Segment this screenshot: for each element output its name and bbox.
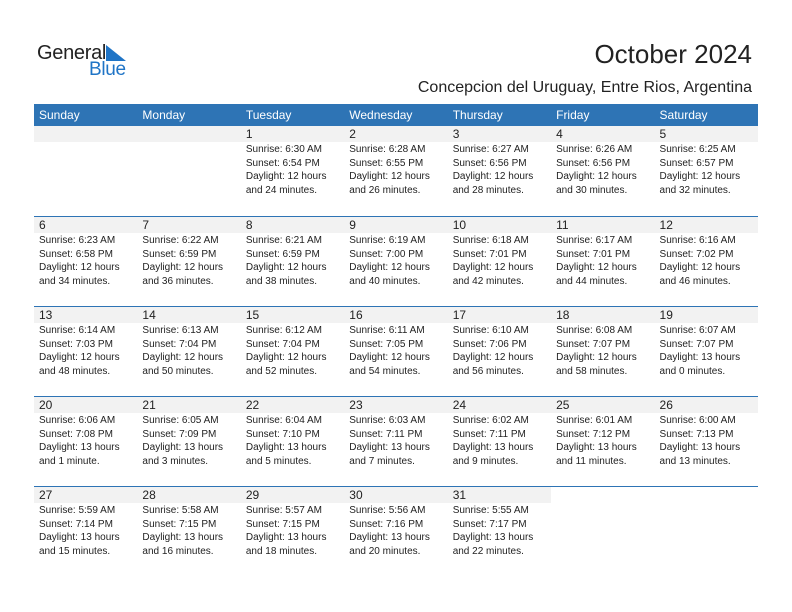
day-cell — [137, 486, 240, 576]
daylight-hours-text: Daylight: 13 hours — [659, 352, 741, 364]
sunrise-text: Sunrise: 6:21 AM — [245, 235, 322, 246]
day-cell — [551, 216, 654, 306]
day-number: 16 — [344, 307, 447, 323]
daylight-hours-text: Daylight: 12 hours — [245, 352, 327, 364]
day-number: 4 — [551, 126, 654, 142]
sunrise-text: Sunrise: 6:07 AM — [659, 325, 736, 336]
calendar-grid — [34, 104, 758, 576]
sunset-text: Sunset: 7:11 PM — [349, 428, 423, 440]
sunset-text: Sunset: 7:15 PM — [142, 518, 217, 530]
day-number — [34, 126, 137, 142]
day-number — [655, 487, 758, 503]
daylight-minutes-text: and 1 minute. — [39, 455, 100, 467]
daylight-minutes-text: and 7 minutes. — [349, 455, 415, 467]
day-number: 11 — [551, 217, 654, 233]
sunset-text: Sunset: 7:15 PM — [245, 518, 320, 530]
day-cell — [448, 126, 551, 216]
sunrise-text: Sunrise: 6:02 AM — [452, 415, 529, 426]
day-number: 29 — [241, 487, 344, 503]
day-cell — [241, 126, 344, 216]
daylight-minutes-text: and 34 minutes. — [39, 275, 111, 287]
daylight-minutes-text: and 11 minutes. — [556, 455, 627, 467]
sunrise-text: Sunrise: 6:26 AM — [556, 144, 633, 155]
day-cell — [137, 396, 240, 486]
day-sun-info — [448, 324, 551, 378]
sunset-text: Sunset: 6:54 PM — [245, 157, 320, 169]
day-number: 24 — [448, 397, 551, 413]
daylight-hours-text: Daylight: 12 hours — [142, 262, 224, 274]
sunrise-text: Sunrise: 6:06 AM — [39, 415, 116, 426]
sunset-text: Sunset: 7:02 PM — [659, 248, 734, 260]
day-number: 17 — [448, 307, 551, 323]
sunrise-text: Sunrise: 6:03 AM — [349, 415, 426, 426]
sunset-text: Sunset: 6:55 PM — [349, 157, 424, 169]
day-number: 10 — [448, 217, 551, 233]
daylight-hours-text: Daylight: 13 hours — [142, 532, 224, 544]
day-cell — [34, 306, 137, 396]
daylight-minutes-text: and 48 minutes. — [39, 365, 111, 377]
daylight-minutes-text: and 58 minutes. — [556, 365, 628, 377]
calendar-week-row — [34, 216, 758, 306]
daylight-hours-text: Daylight: 12 hours — [556, 262, 637, 274]
sunrise-text: Sunrise: 6:22 AM — [142, 235, 219, 246]
sunset-text: Sunset: 7:11 PM — [452, 428, 526, 440]
day-number: 28 — [137, 487, 240, 503]
day-number: 5 — [655, 126, 758, 142]
daylight-hours-text: Daylight: 13 hours — [659, 442, 741, 454]
sunrise-text: Sunrise: 6:17 AM — [556, 235, 633, 246]
day-sun-info — [551, 414, 654, 468]
daylight-minutes-text: and 42 minutes. — [452, 275, 524, 287]
day-number — [551, 487, 654, 503]
sunset-text: Sunset: 7:14 PM — [39, 518, 113, 530]
sunset-text: Sunset: 7:07 PM — [659, 338, 734, 350]
sunset-text: Sunset: 7:00 PM — [349, 248, 424, 260]
day-number: 30 — [344, 487, 447, 503]
day-cell — [344, 486, 447, 576]
sunset-text: Sunset: 7:13 PM — [659, 428, 734, 440]
sunset-text: Sunset: 7:01 PM — [452, 248, 527, 260]
day-number: 23 — [344, 397, 447, 413]
daylight-hours-text: Daylight: 12 hours — [556, 171, 637, 183]
day-sun-info — [551, 143, 654, 197]
day-sun-info — [655, 143, 758, 197]
sunset-text: Sunset: 7:06 PM — [452, 338, 527, 350]
day-sun-info — [241, 234, 344, 288]
day-sun-info — [137, 414, 240, 468]
day-cell — [34, 396, 137, 486]
sunrise-text: Sunrise: 6:16 AM — [659, 235, 736, 246]
daylight-hours-text: Daylight: 13 hours — [245, 442, 327, 454]
sunrise-text: Sunrise: 6:08 AM — [556, 325, 633, 336]
sunrise-text: Sunrise: 6:18 AM — [452, 235, 529, 246]
day-sun-info — [448, 143, 551, 197]
daylight-minutes-text: and 5 minutes. — [245, 455, 312, 467]
day-number: 13 — [34, 307, 137, 323]
day-sun-info — [551, 234, 654, 288]
day-number: 9 — [344, 217, 447, 233]
daylight-hours-text: Daylight: 12 hours — [659, 262, 741, 274]
day-sun-info — [241, 504, 344, 558]
sunset-text: Sunset: 6:57 PM — [659, 157, 734, 169]
daylight-minutes-text: and 26 minutes. — [349, 184, 421, 196]
sunrise-text: Sunrise: 6:10 AM — [452, 325, 529, 336]
daylight-minutes-text: and 20 minutes. — [349, 545, 421, 557]
day-number: 2 — [344, 126, 447, 142]
day-cell — [344, 126, 447, 216]
daylight-minutes-text: and 16 minutes. — [142, 545, 214, 557]
sunrise-text: Sunrise: 6:05 AM — [142, 415, 219, 426]
day-cell — [655, 126, 758, 216]
sunrise-text: Sunrise: 5:56 AM — [349, 505, 426, 516]
day-sun-info — [34, 414, 137, 468]
calendar-week-row — [34, 486, 758, 576]
day-sun-info — [448, 414, 551, 468]
day-sun-info — [137, 324, 240, 378]
day-sun-info — [344, 234, 447, 288]
day-sun-info — [241, 324, 344, 378]
day-sun-info — [344, 324, 447, 378]
daylight-hours-text: Daylight: 13 hours — [39, 442, 120, 454]
calendar-week-row — [34, 306, 758, 396]
sunrise-text: Sunrise: 6:25 AM — [659, 144, 736, 155]
daylight-minutes-text: and 24 minutes. — [245, 184, 318, 196]
day-cell — [137, 216, 240, 306]
day-number: 15 — [241, 307, 344, 323]
daylight-hours-text: Daylight: 12 hours — [659, 171, 741, 183]
weekday-wednesday: Wednesday — [349, 108, 413, 122]
daylight-minutes-text: and 54 minutes. — [349, 365, 421, 377]
sunset-text: Sunset: 7:04 PM — [245, 338, 320, 350]
day-number: 31 — [448, 487, 551, 503]
sunrise-text: Sunrise: 6:30 AM — [245, 144, 322, 155]
daylight-minutes-text: and 52 minutes. — [245, 365, 318, 377]
day-sun-info — [448, 234, 551, 288]
sunset-text: Sunset: 7:17 PM — [452, 518, 527, 530]
sunrise-text: Sunrise: 6:27 AM — [452, 144, 529, 155]
weekday-header — [34, 104, 758, 126]
daylight-hours-text: Daylight: 12 hours — [349, 352, 430, 364]
weekday-tuesday: Tuesday — [245, 108, 292, 122]
day-number: 1 — [241, 126, 344, 142]
day-cell — [551, 396, 654, 486]
daylight-hours-text: Daylight: 13 hours — [556, 442, 637, 454]
sunset-text: Sunset: 7:08 PM — [39, 428, 113, 440]
day-number: 26 — [655, 397, 758, 413]
daylight-hours-text: Daylight: 12 hours — [39, 262, 120, 274]
empty-day-cell — [137, 126, 240, 216]
day-number: 22 — [241, 397, 344, 413]
daylight-minutes-text: and 44 minutes. — [556, 275, 628, 287]
daylight-hours-text: Daylight: 12 hours — [349, 171, 430, 183]
day-sun-info — [655, 414, 758, 468]
day-sun-info — [448, 504, 551, 558]
day-sun-info — [241, 414, 344, 468]
daylight-hours-text: Daylight: 12 hours — [452, 171, 534, 183]
day-sun-info — [344, 414, 447, 468]
daylight-hours-text: Daylight: 12 hours — [349, 262, 430, 274]
sunrise-text: Sunrise: 6:19 AM — [349, 235, 426, 246]
daylight-hours-text: Daylight: 13 hours — [245, 532, 327, 544]
daylight-hours-text: Daylight: 12 hours — [39, 352, 120, 364]
day-cell — [241, 216, 344, 306]
sunrise-text: Sunrise: 6:11 AM — [349, 325, 425, 336]
daylight-hours-text: Daylight: 12 hours — [452, 262, 534, 274]
logo-general-text: General — [37, 42, 107, 64]
day-sun-info — [551, 324, 654, 378]
day-cell — [655, 306, 758, 396]
day-number: 14 — [137, 307, 240, 323]
sunrise-text: Sunrise: 6:04 AM — [245, 415, 322, 426]
day-cell — [344, 216, 447, 306]
day-number: 20 — [34, 397, 137, 413]
daylight-minutes-text: and 28 minutes. — [452, 184, 524, 196]
daylight-minutes-text: and 30 minutes. — [556, 184, 628, 196]
page-title: October 2024 — [594, 39, 752, 69]
calendar-week-row — [34, 396, 758, 486]
sunset-text: Sunset: 7:03 PM — [39, 338, 113, 350]
day-number: 8 — [241, 217, 344, 233]
day-number: 21 — [137, 397, 240, 413]
calendar-week-row — [34, 126, 758, 216]
day-cell — [241, 486, 344, 576]
day-cell — [655, 216, 758, 306]
sunrise-text: Sunrise: 5:59 AM — [39, 505, 116, 516]
sunset-text: Sunset: 7:10 PM — [245, 428, 320, 440]
sunset-text: Sunset: 6:56 PM — [556, 157, 631, 169]
empty-day-cell — [34, 126, 137, 216]
day-cell — [655, 396, 758, 486]
day-number: 12 — [655, 217, 758, 233]
daylight-minutes-text: and 13 minutes. — [659, 455, 731, 467]
weekday-friday: Friday — [556, 108, 590, 122]
daylight-hours-text: Daylight: 13 hours — [452, 532, 534, 544]
daylight-hours-text: Daylight: 13 hours — [452, 442, 534, 454]
day-cell — [344, 396, 447, 486]
day-cell — [551, 126, 654, 216]
day-cell — [34, 216, 137, 306]
day-cell — [241, 306, 344, 396]
weekday-monday: Monday — [142, 108, 186, 122]
logo-blue-text: Blue — [89, 59, 126, 80]
day-number: 3 — [448, 126, 551, 142]
sunrise-text: Sunrise: 6:13 AM — [142, 325, 219, 336]
daylight-hours-text: Daylight: 12 hours — [245, 262, 327, 274]
sunset-text: Sunset: 6:59 PM — [245, 248, 320, 260]
day-number: 25 — [551, 397, 654, 413]
day-number — [137, 126, 240, 142]
daylight-hours-text: Daylight: 13 hours — [142, 442, 224, 454]
day-sun-info — [34, 504, 137, 558]
sunrise-text: Sunrise: 6:12 AM — [245, 325, 322, 336]
sunrise-text: Sunrise: 6:28 AM — [349, 144, 426, 155]
daylight-hours-text: Daylight: 12 hours — [452, 352, 534, 364]
sunset-text: Sunset: 7:09 PM — [142, 428, 217, 440]
calendar-weeks — [34, 126, 758, 576]
day-cell — [448, 486, 551, 576]
logo — [37, 42, 137, 82]
day-number: 27 — [34, 487, 137, 503]
sunset-text: Sunset: 7:12 PM — [556, 428, 631, 440]
day-number: 19 — [655, 307, 758, 323]
day-sun-info — [34, 324, 137, 378]
day-sun-info — [34, 234, 137, 288]
day-sun-info — [344, 504, 447, 558]
weekday-thursday: Thursday — [452, 108, 503, 122]
location-subtitle: Concepcion del Uruguay, Entre Rios, Argentina — [417, 79, 752, 96]
sunset-text: Sunset: 6:58 PM — [39, 248, 113, 260]
daylight-minutes-text: and 18 minutes. — [245, 545, 318, 557]
daylight-minutes-text: and 50 minutes. — [142, 365, 214, 377]
day-cell — [448, 306, 551, 396]
day-cell — [241, 396, 344, 486]
daylight-minutes-text: and 15 minutes. — [39, 545, 111, 557]
sunset-text: Sunset: 7:04 PM — [142, 338, 217, 350]
sunrise-text: Sunrise: 5:57 AM — [245, 505, 322, 516]
sunset-text: Sunset: 6:59 PM — [142, 248, 217, 260]
day-cell — [551, 306, 654, 396]
sunrise-text: Sunrise: 6:14 AM — [39, 325, 116, 336]
daylight-hours-text: Daylight: 12 hours — [556, 352, 637, 364]
sunrise-text: Sunrise: 6:23 AM — [39, 235, 116, 246]
daylight-minutes-text: and 46 minutes. — [659, 275, 731, 287]
sunset-text: Sunset: 7:05 PM — [349, 338, 424, 350]
day-cell — [137, 306, 240, 396]
day-cell — [448, 396, 551, 486]
sunrise-text: Sunrise: 6:01 AM — [556, 415, 633, 426]
daylight-minutes-text: and 3 minutes. — [142, 455, 209, 467]
sunrise-text: Sunrise: 6:00 AM — [659, 415, 736, 426]
daylight-minutes-text: and 0 minutes. — [659, 365, 726, 377]
empty-day-cell — [551, 486, 654, 576]
daylight-hours-text: Daylight: 12 hours — [245, 171, 327, 183]
sunrise-text: Sunrise: 5:58 AM — [142, 505, 219, 516]
sunset-text: Sunset: 7:16 PM — [349, 518, 424, 530]
daylight-minutes-text: and 22 minutes. — [452, 545, 524, 557]
day-cell — [344, 306, 447, 396]
day-sun-info — [137, 504, 240, 558]
day-number: 18 — [551, 307, 654, 323]
day-number: 6 — [34, 217, 137, 233]
daylight-minutes-text: and 36 minutes. — [142, 275, 214, 287]
day-sun-info — [344, 143, 447, 197]
daylight-minutes-text: and 9 minutes. — [452, 455, 519, 467]
daylight-minutes-text: and 56 minutes. — [452, 365, 524, 377]
empty-day-cell — [655, 486, 758, 576]
daylight-hours-text: Daylight: 13 hours — [349, 442, 430, 454]
day-cell — [448, 216, 551, 306]
daylight-hours-text: Daylight: 13 hours — [39, 532, 120, 544]
daylight-hours-text: Daylight: 12 hours — [142, 352, 224, 364]
daylight-minutes-text: and 32 minutes. — [659, 184, 731, 196]
daylight-minutes-text: and 38 minutes. — [245, 275, 318, 287]
day-sun-info — [137, 234, 240, 288]
weekday-sunday: Sunday — [39, 108, 80, 122]
sunset-text: Sunset: 6:56 PM — [452, 157, 527, 169]
day-number: 7 — [137, 217, 240, 233]
day-sun-info — [655, 234, 758, 288]
sunset-text: Sunset: 7:01 PM — [556, 248, 631, 260]
day-cell — [34, 486, 137, 576]
daylight-hours-text: Daylight: 13 hours — [349, 532, 430, 544]
sunset-text: Sunset: 7:07 PM — [556, 338, 631, 350]
weekday-saturday: Saturday — [659, 108, 708, 122]
sunrise-text: Sunrise: 5:55 AM — [452, 505, 529, 516]
day-sun-info — [655, 324, 758, 378]
day-sun-info — [241, 143, 344, 197]
daylight-minutes-text: and 40 minutes. — [349, 275, 421, 287]
